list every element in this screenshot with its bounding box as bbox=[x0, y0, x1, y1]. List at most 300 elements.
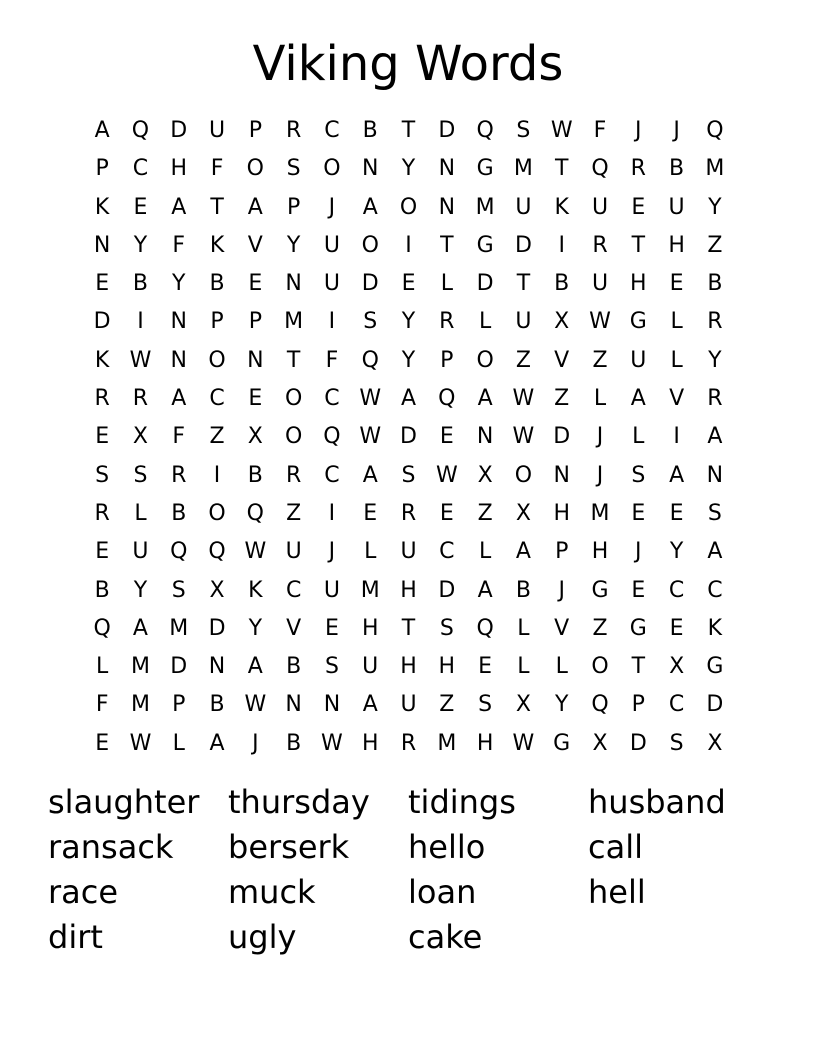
grid-letter: Q bbox=[170, 539, 188, 565]
grid-letter: X bbox=[515, 692, 531, 718]
grid-letter: A bbox=[209, 730, 225, 756]
grid-letter: P bbox=[555, 539, 569, 565]
grid-letter: Q bbox=[246, 500, 264, 526]
grid-letter: I bbox=[558, 232, 565, 258]
grid-letter: Q bbox=[591, 692, 609, 718]
grid-letter: L bbox=[478, 539, 492, 565]
grid-letter: B bbox=[515, 577, 531, 603]
grid-letter: O bbox=[284, 424, 303, 450]
grid-letter: F bbox=[172, 232, 186, 258]
grid-letter: A bbox=[171, 194, 187, 220]
grid-letter: T bbox=[286, 347, 301, 373]
grid-letter: Q bbox=[323, 424, 341, 450]
word-bank-item: hello bbox=[408, 828, 486, 866]
word-bank-item: call bbox=[588, 828, 643, 866]
grid-letter: G bbox=[629, 309, 647, 335]
grid-letter: O bbox=[591, 654, 609, 680]
grid-letter: E bbox=[631, 500, 646, 526]
grid-letter: O bbox=[514, 462, 533, 488]
grid-letter: R bbox=[94, 500, 110, 526]
grid-letter: F bbox=[172, 424, 186, 450]
grid-letter: N bbox=[438, 156, 456, 182]
grid-letter: R bbox=[592, 232, 608, 258]
grid-row bbox=[83, 572, 734, 610]
grid-letter: U bbox=[515, 309, 532, 335]
grid-letter: K bbox=[94, 194, 110, 220]
grid-letter: L bbox=[134, 500, 147, 526]
grid-letter: X bbox=[669, 654, 685, 680]
grid-letter: U bbox=[591, 271, 609, 297]
grid-letter: J bbox=[673, 118, 680, 143]
grid-letter: T bbox=[554, 156, 569, 182]
grid-letter: I bbox=[213, 462, 221, 488]
grid-letter: W bbox=[359, 424, 382, 450]
grid-letter: T bbox=[401, 118, 416, 143]
grid-letter: H bbox=[361, 615, 379, 641]
grid-row bbox=[83, 725, 734, 763]
grid-letter: S bbox=[439, 615, 454, 641]
grid-letter: M bbox=[360, 577, 380, 603]
grid-letter: W bbox=[321, 730, 343, 756]
grid-letter: A bbox=[707, 539, 723, 565]
word-bank-item: thursday bbox=[228, 783, 370, 821]
grid-letter: L bbox=[96, 654, 109, 680]
word-bank-item: tidings bbox=[408, 783, 516, 821]
grid-letter: D bbox=[438, 577, 456, 603]
grid-letter: P bbox=[631, 692, 645, 718]
grid-letter: Z bbox=[209, 424, 225, 450]
grid-letter: P bbox=[440, 347, 454, 373]
grid-letter: R bbox=[400, 730, 417, 756]
grid-letter: L bbox=[670, 347, 683, 373]
grid-letter: S bbox=[669, 730, 684, 756]
grid-row bbox=[83, 418, 734, 456]
grid-letter: L bbox=[593, 386, 607, 412]
grid-letter: N bbox=[553, 462, 570, 488]
grid-letter: C bbox=[668, 692, 685, 718]
grid-letter: L bbox=[440, 271, 453, 297]
grid-letter: I bbox=[137, 309, 144, 335]
grid-letter: B bbox=[286, 730, 302, 756]
grid-letter: U bbox=[400, 539, 417, 565]
grid-row bbox=[83, 495, 734, 533]
grid-letter: Q bbox=[93, 615, 111, 641]
grid-letter: K bbox=[209, 232, 225, 258]
grid-letter: E bbox=[95, 730, 110, 756]
grid-letter: D bbox=[514, 232, 532, 258]
grid-letter: D bbox=[170, 118, 188, 143]
grid-letter: D bbox=[208, 615, 226, 641]
grid-letter: C bbox=[132, 156, 149, 182]
grid-letter: S bbox=[133, 462, 148, 488]
grid-letter: M bbox=[475, 194, 495, 220]
grid-letter: H bbox=[476, 730, 494, 756]
grid-letter: Y bbox=[401, 156, 416, 182]
grid-letter: H bbox=[668, 232, 685, 258]
grid-letter: J bbox=[558, 577, 565, 603]
grid-letter: F bbox=[210, 156, 224, 182]
word-bank-item: hell bbox=[588, 873, 646, 911]
grid-letter: E bbox=[324, 615, 339, 641]
grid-letter: A bbox=[630, 386, 646, 412]
grid-letter: L bbox=[517, 615, 530, 641]
grid-letter: H bbox=[170, 156, 188, 182]
grid-letter: L bbox=[555, 654, 568, 680]
grid-letter: R bbox=[171, 462, 187, 488]
grid-letter: S bbox=[478, 692, 493, 718]
grid-letter: J bbox=[635, 118, 642, 143]
grid-letter: P bbox=[286, 194, 301, 220]
grid-letter: Y bbox=[172, 271, 186, 297]
grid-letter: S bbox=[95, 462, 110, 488]
grid-letter: N bbox=[361, 156, 379, 182]
word-bank-item: cake bbox=[408, 918, 483, 956]
grid-letter: F bbox=[95, 692, 109, 718]
grid-letter: B bbox=[132, 271, 148, 297]
grid-letter: Q bbox=[476, 615, 494, 641]
grid-letter: J bbox=[252, 730, 259, 756]
grid-letter: T bbox=[401, 615, 416, 641]
grid-letter: A bbox=[362, 692, 378, 718]
grid-letter: E bbox=[631, 577, 646, 603]
grid-letter: E bbox=[669, 615, 684, 641]
grid-row bbox=[83, 342, 734, 380]
grid-letter: V bbox=[554, 615, 570, 641]
grid-letter: F bbox=[593, 118, 607, 143]
grid-letter: E bbox=[95, 539, 110, 565]
grid-letter: Y bbox=[133, 232, 148, 258]
grid-letter: D bbox=[706, 692, 724, 718]
grid-letter: U bbox=[630, 347, 647, 373]
grid-letter: A bbox=[94, 118, 110, 143]
grid-letter: B bbox=[362, 118, 378, 143]
grid-letter: I bbox=[328, 500, 336, 526]
grid-letter: C bbox=[668, 577, 685, 603]
grid-letter: U bbox=[323, 232, 340, 258]
grid-letter: Q bbox=[706, 118, 724, 143]
grid-letter: U bbox=[362, 654, 379, 680]
grid-letter: D bbox=[553, 424, 571, 450]
grid-letter: U bbox=[591, 194, 609, 220]
grid-letter: L bbox=[364, 539, 377, 565]
grid-letter: H bbox=[400, 654, 417, 680]
grid-letter: W bbox=[512, 386, 535, 412]
grid-letter: E bbox=[439, 500, 454, 526]
grid-letter: X bbox=[554, 309, 570, 335]
grid-row bbox=[83, 533, 734, 571]
word-bank-item: berserk bbox=[228, 828, 350, 866]
grid-letter: R bbox=[285, 118, 302, 143]
grid-letter: R bbox=[94, 386, 110, 412]
grid-letter: H bbox=[591, 539, 609, 565]
word-bank-item: ugly bbox=[228, 918, 297, 956]
grid-letter: M bbox=[437, 730, 457, 756]
grid-letter: X bbox=[132, 424, 148, 450]
grid-letter: U bbox=[323, 271, 340, 297]
grid-letter: M bbox=[705, 156, 725, 182]
grid-letter: A bbox=[400, 386, 417, 412]
grid-letter: Y bbox=[669, 539, 684, 565]
word-bank-item: muck bbox=[228, 873, 316, 911]
grid-letter: Y bbox=[133, 577, 148, 603]
grid-row bbox=[83, 610, 734, 648]
grid-letter: U bbox=[400, 692, 417, 718]
grid-letter: Z bbox=[477, 500, 493, 526]
grid-letter: H bbox=[400, 577, 417, 603]
grid-letter: X bbox=[515, 500, 531, 526]
grid-letter: O bbox=[208, 347, 226, 373]
grid-row bbox=[83, 457, 734, 495]
grid-letter: W bbox=[512, 424, 535, 450]
grid-letter: D bbox=[400, 424, 417, 450]
grid-letter: X bbox=[477, 462, 493, 488]
grid-letter: U bbox=[515, 194, 532, 220]
grid-letter: N bbox=[93, 232, 111, 258]
grid-letter: L bbox=[632, 424, 645, 450]
grid-letter: S bbox=[516, 118, 531, 143]
grid-letter: E bbox=[248, 271, 263, 297]
grid-letter: W bbox=[244, 539, 267, 565]
grid-letter: M bbox=[130, 692, 150, 718]
grid-letter: E bbox=[401, 271, 416, 297]
grid-letter: B bbox=[669, 156, 685, 182]
grid-letter: W bbox=[435, 462, 458, 488]
grid-letter: H bbox=[361, 730, 379, 756]
grid-letter: S bbox=[286, 156, 301, 182]
grid-letter: Z bbox=[439, 692, 455, 718]
word-bank-item: husband bbox=[588, 783, 726, 821]
grid-letter: W bbox=[512, 730, 535, 756]
word-bank-item: ransack bbox=[48, 828, 174, 866]
grid-letter: L bbox=[172, 730, 185, 756]
grid-letter: K bbox=[707, 615, 723, 641]
grid-letter: Q bbox=[131, 118, 150, 143]
grid-letter: N bbox=[476, 424, 494, 450]
grid-row bbox=[83, 303, 734, 341]
grid-letter: W bbox=[589, 309, 611, 335]
grid-letter: W bbox=[129, 347, 152, 373]
grid-letter: Z bbox=[286, 500, 302, 526]
grid-letter: P bbox=[172, 692, 186, 718]
grid-letter: S bbox=[401, 462, 416, 488]
grid-letter: E bbox=[95, 271, 110, 297]
grid-row bbox=[83, 227, 734, 265]
grid-letter: G bbox=[706, 654, 724, 680]
grid-letter: Q bbox=[476, 118, 494, 143]
grid-letter: Z bbox=[592, 347, 608, 373]
word-bank-item: loan bbox=[408, 873, 477, 911]
letter-grid bbox=[83, 112, 734, 763]
grid-letter: A bbox=[362, 462, 378, 488]
grid-letter: C bbox=[285, 577, 302, 603]
grid-letter: M bbox=[130, 654, 150, 680]
grid-letter: M bbox=[284, 309, 304, 335]
grid-letter: S bbox=[363, 309, 378, 335]
grid-letter: B bbox=[707, 271, 723, 297]
grid-letter: L bbox=[670, 309, 683, 335]
grid-letter: H bbox=[630, 271, 647, 297]
grid-letter: A bbox=[669, 462, 685, 488]
grid-letter: D bbox=[438, 118, 456, 143]
grid-letter: Z bbox=[554, 386, 570, 412]
grid-letter: C bbox=[324, 118, 340, 143]
grid-letter: O bbox=[246, 156, 264, 182]
grid-letter: H bbox=[438, 654, 456, 680]
grid-letter: V bbox=[554, 347, 570, 373]
grid-letter: S bbox=[171, 577, 186, 603]
grid-letter: O bbox=[476, 347, 494, 373]
grid-letter: W bbox=[550, 118, 573, 143]
grid-letter: E bbox=[478, 654, 493, 680]
grid-letter: R bbox=[707, 309, 723, 335]
grid-letter: Z bbox=[592, 615, 608, 641]
grid-letter: M bbox=[513, 156, 533, 182]
grid-letter: Y bbox=[708, 347, 722, 373]
grid-letter: J bbox=[596, 462, 604, 488]
grid-letter: Z bbox=[515, 347, 531, 373]
grid-letter: C bbox=[324, 386, 340, 412]
grid-letter: K bbox=[248, 577, 263, 603]
grid-letter: M bbox=[590, 500, 610, 526]
grid-letter: A bbox=[171, 386, 187, 412]
grid-letter: E bbox=[95, 424, 110, 450]
grid-letter: N bbox=[285, 271, 302, 297]
grid-letter: R bbox=[439, 309, 455, 335]
grid-row bbox=[83, 686, 734, 724]
grid-letter: X bbox=[247, 424, 263, 450]
grid-letter: S bbox=[631, 462, 646, 488]
grid-letter: F bbox=[325, 347, 339, 373]
grid-letter: B bbox=[247, 462, 263, 488]
grid-letter: I bbox=[405, 232, 412, 258]
grid-letter: R bbox=[707, 386, 723, 412]
grid-letter: X bbox=[209, 577, 225, 603]
grid-letter: C bbox=[707, 577, 723, 603]
grid-letter: P bbox=[248, 118, 262, 143]
grid-letter: U bbox=[208, 118, 226, 143]
grid-letter: R bbox=[630, 156, 646, 182]
grid-letter: V bbox=[247, 232, 263, 258]
grid-letter: B bbox=[209, 692, 225, 718]
grid-letter: R bbox=[132, 386, 149, 412]
grid-letter: O bbox=[284, 386, 303, 412]
grid-letter: N bbox=[285, 692, 302, 718]
grid-letter: W bbox=[359, 386, 382, 412]
word-bank-item: race bbox=[48, 873, 119, 911]
grid-letter: Y bbox=[708, 194, 722, 220]
grid-letter: G bbox=[629, 615, 647, 641]
grid-letter: H bbox=[553, 500, 570, 526]
grid-letter: G bbox=[553, 730, 571, 756]
grid-letter: A bbox=[515, 539, 531, 565]
grid-letter: S bbox=[324, 654, 339, 680]
grid-letter: Y bbox=[286, 232, 301, 258]
grid-letter: N bbox=[323, 692, 341, 718]
grid-letter: A bbox=[132, 615, 148, 641]
grid-letter: X bbox=[707, 730, 723, 756]
grid-letter: Y bbox=[401, 309, 416, 335]
grid-letter: G bbox=[476, 232, 494, 258]
grid-letter: Y bbox=[248, 615, 263, 641]
grid-letter: I bbox=[328, 309, 336, 335]
grid-letter: W bbox=[129, 730, 152, 756]
grid-letter: J bbox=[328, 194, 336, 220]
grid-letter: E bbox=[669, 271, 684, 297]
grid-letter: T bbox=[631, 232, 646, 258]
grid-letter: N bbox=[706, 462, 724, 488]
grid-letter: B bbox=[554, 271, 570, 297]
grid-letter: A bbox=[707, 424, 723, 450]
grid-letter: M bbox=[169, 615, 189, 641]
grid-letter: P bbox=[95, 156, 109, 182]
grid-letter: O bbox=[208, 500, 226, 526]
grid-row bbox=[83, 112, 734, 150]
grid-row bbox=[83, 265, 734, 303]
grid-letter: V bbox=[286, 615, 302, 641]
grid-letter: E bbox=[439, 424, 454, 450]
grid-letter: Z bbox=[707, 232, 723, 258]
grid-letter: P bbox=[248, 309, 262, 335]
grid-letter: B bbox=[94, 577, 110, 603]
grid-letter: E bbox=[133, 194, 148, 220]
word-bank-item: slaughter bbox=[48, 783, 200, 821]
grid-letter: A bbox=[362, 194, 378, 220]
grid-letter: O bbox=[323, 156, 341, 182]
grid-letter: T bbox=[440, 232, 454, 258]
grid-letter: N bbox=[247, 347, 264, 373]
grid-letter: D bbox=[170, 654, 188, 680]
grid-letter: K bbox=[94, 347, 110, 373]
grid-letter: O bbox=[399, 194, 418, 220]
grid-letter: C bbox=[324, 462, 340, 488]
grid-row bbox=[83, 648, 734, 686]
grid-letter: E bbox=[669, 500, 684, 526]
grid-row bbox=[83, 150, 734, 188]
grid-letter: X bbox=[592, 730, 608, 756]
grid-letter: Q bbox=[361, 347, 379, 373]
grid-letter: J bbox=[635, 539, 642, 565]
grid-letter: B bbox=[286, 654, 302, 680]
grid-letter: E bbox=[631, 194, 646, 220]
grid-row bbox=[83, 380, 734, 418]
grid-letter: L bbox=[478, 309, 492, 335]
grid-letter: Q bbox=[438, 386, 456, 412]
grid-letter: T bbox=[516, 271, 531, 297]
grid-letter: U bbox=[668, 194, 685, 220]
grid-letter: A bbox=[477, 577, 493, 603]
grid-letter: G bbox=[476, 156, 494, 182]
grid-letter: G bbox=[591, 577, 609, 603]
grid-letter: S bbox=[707, 500, 722, 526]
grid-letter: W bbox=[244, 692, 267, 718]
grid-letter: N bbox=[170, 347, 187, 373]
grid-letter: N bbox=[438, 194, 456, 220]
grid-letter: Q bbox=[591, 156, 609, 182]
grid-letter: P bbox=[210, 309, 224, 335]
grid-letter: C bbox=[439, 539, 455, 565]
grid-letter: K bbox=[554, 194, 569, 220]
grid-letter: A bbox=[247, 654, 263, 680]
grid-letter: A bbox=[477, 386, 493, 412]
grid-letter: L bbox=[517, 654, 530, 680]
grid-letter: T bbox=[631, 654, 646, 680]
grid-letter: N bbox=[170, 309, 187, 335]
grid-letter: Q bbox=[208, 539, 226, 565]
grid-letter: Y bbox=[401, 347, 416, 373]
grid-letter: B bbox=[171, 500, 187, 526]
grid-letter: A bbox=[247, 194, 263, 220]
grid-letter: N bbox=[208, 654, 226, 680]
